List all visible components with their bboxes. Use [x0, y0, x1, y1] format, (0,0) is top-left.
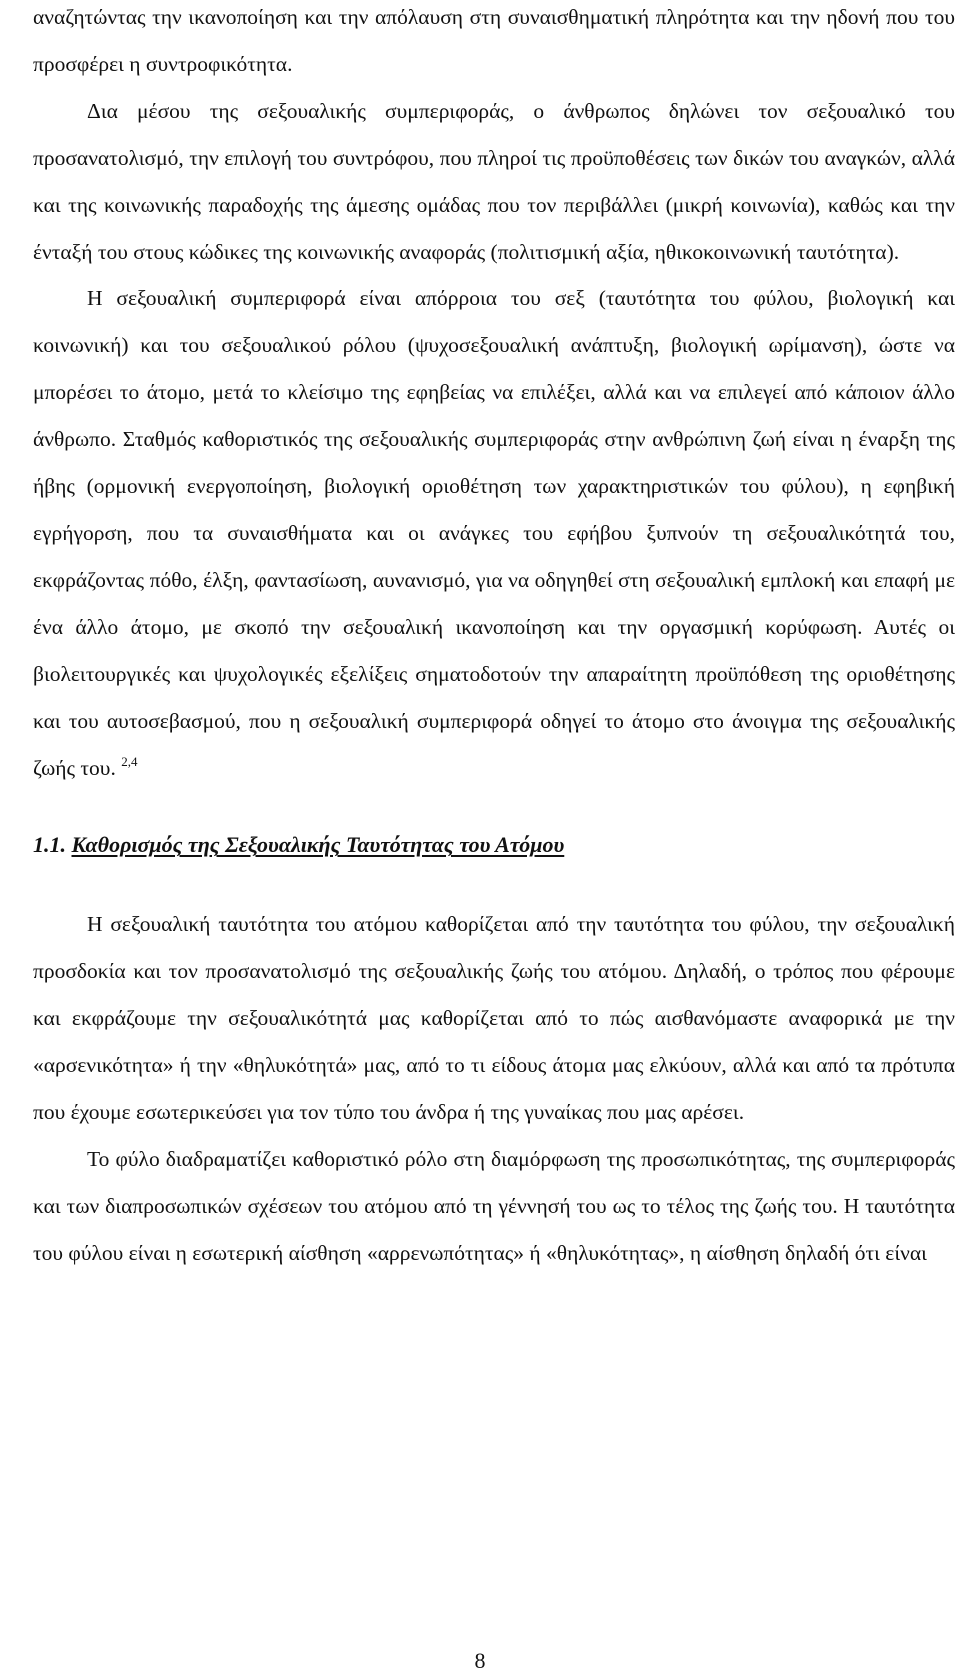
- paragraph-sexual-identity: Η σεξουαλική ταυτότητα του ατόμου καθορίζεται από την ταυτότητα του φύλου, την σεξουαλική προσδοκία και τον προσανατολισμό της σεξουαλικής ζωής του ατόμου. Δηλαδή, ο τρόπος που φέρουμε και εκφράζουμε την σεξουαλικότητά μας καθορίζεται από το πώς αισθανόμαστε αναφορικά με την «αρσενικότητα» ή την «θηλυκότητά» μας, από το τι είδους άτομα μας ελκύουν, αλλά και από τα πρότυπα που έχουμε εσωτερικεύσει για τον τύπο του άνδρα ή της γυναίκας που μας αρέσει.: [33, 912, 955, 1124]
- page-number: 8: [474, 1648, 486, 1673]
- paragraph-gender-role: Το φύλο διαδραματίζει καθοριστικό ρόλο στη διαμόρφωση της προσωπικότητας, της συμπεριφοράς και των διαπροσωπικών σχέσεων του ατόμου από τη γέννησή του ως το τέλος της ζωής του. Η ταυτότητα του φύλου είναι η εσωτερική αίσθηση «αρρενωπότητας» ή «θηλυκότητας», η αίσθηση δηλαδή ότι είναι: [33, 1146, 955, 1265]
- paragraph-continuation: αναζητώντας την ικανοποίηση και την απόλαυση στη συναισθηματική πληρότητα και την ηδονή που του προσφέρει η συντροφικότητα.: [33, 5, 955, 76]
- paragraph-sexual-behavior-orientation: Δια μέσου της σεξουαλικής συμπεριφοράς, ο άνθρωπος δηλώνει τον σεξουαλικό του προσανατολισμό, την επιλογή του συντρόφου, που πληροί τις προϋποθέσεις των δικών του αναγκών, αλλά και της κοινωνικής παραδοχής της άμεσης ομάδας που τον περιβάλλει (μικρή κοινωνία), καθώς και την ένταξή του στους κώδικες της κοινωνικής αναφοράς (πολιτισμική αξία, ηθικοκοινωνική ταυτότητα).: [33, 98, 955, 264]
- section-number: 1.1.: [33, 832, 66, 858]
- section-title: Καθορισμός της Σεξουαλικής Ταυτότητας του Ατόμου: [71, 832, 565, 858]
- section-heading: [33, 791, 955, 901]
- footnote-reference: 2,4: [121, 753, 138, 769]
- paragraph-sexual-behavior-origin: [33, 275, 955, 791]
- paragraph-text: Η σεξουαλική συμπεριφορά είναι απόρροια του σεξ (ταυτότητα του φύλου, βιολογική και κοινωνική) και του σεξουαλικού ρόλου (ψυχοσεξουαλική ανάπτυξη, βιολογική ωρίμανση), ώστε να μπορέσει το άτομο, μετά το κλείσιμο της εφηβείας να επιλέξει, αλλά και να επιλεγεί από κάποιον άλλο άνθρωπο. Σταθμός καθοριστικός της σεξουαλικής συμπεριφοράς στην ανθρώπινη ζωή είναι η έναρξη της ήβης (ορμονική ενεργοποίηση, βιολογική οριοθέτηση των χαρακτηριστικών του φύλου), η εφηβική εγρήγορση, που τα συναισθήματα και οι ανάγκες του εφήβου ξυπνούν τη σεξουαλικότητά του, εκφράζοντας πόθο, έλξη, φαντασίωση, αυνανισμό, για να οδηγηθεί στη σεξουαλική εμπλοκή και επαφή με ένα άλλο άτομο, με σκοπό την σεξουαλική ικανοποίηση και την οργασμική κορύφωση. Αυτές οι βιολειτουργικές και ψυχολογικές εξελίξεις σηματοδοτούν την απαραίτητη προϋπόθεση της οριοθέτησης και του αυτοσεβασμού, που η σεξουαλική συμπεριφορά οδηγεί το άτομο στο άνοιγμα της σεξουαλικής ζωής του.: [33, 286, 955, 780]
- document-body: [33, 0, 955, 1277]
